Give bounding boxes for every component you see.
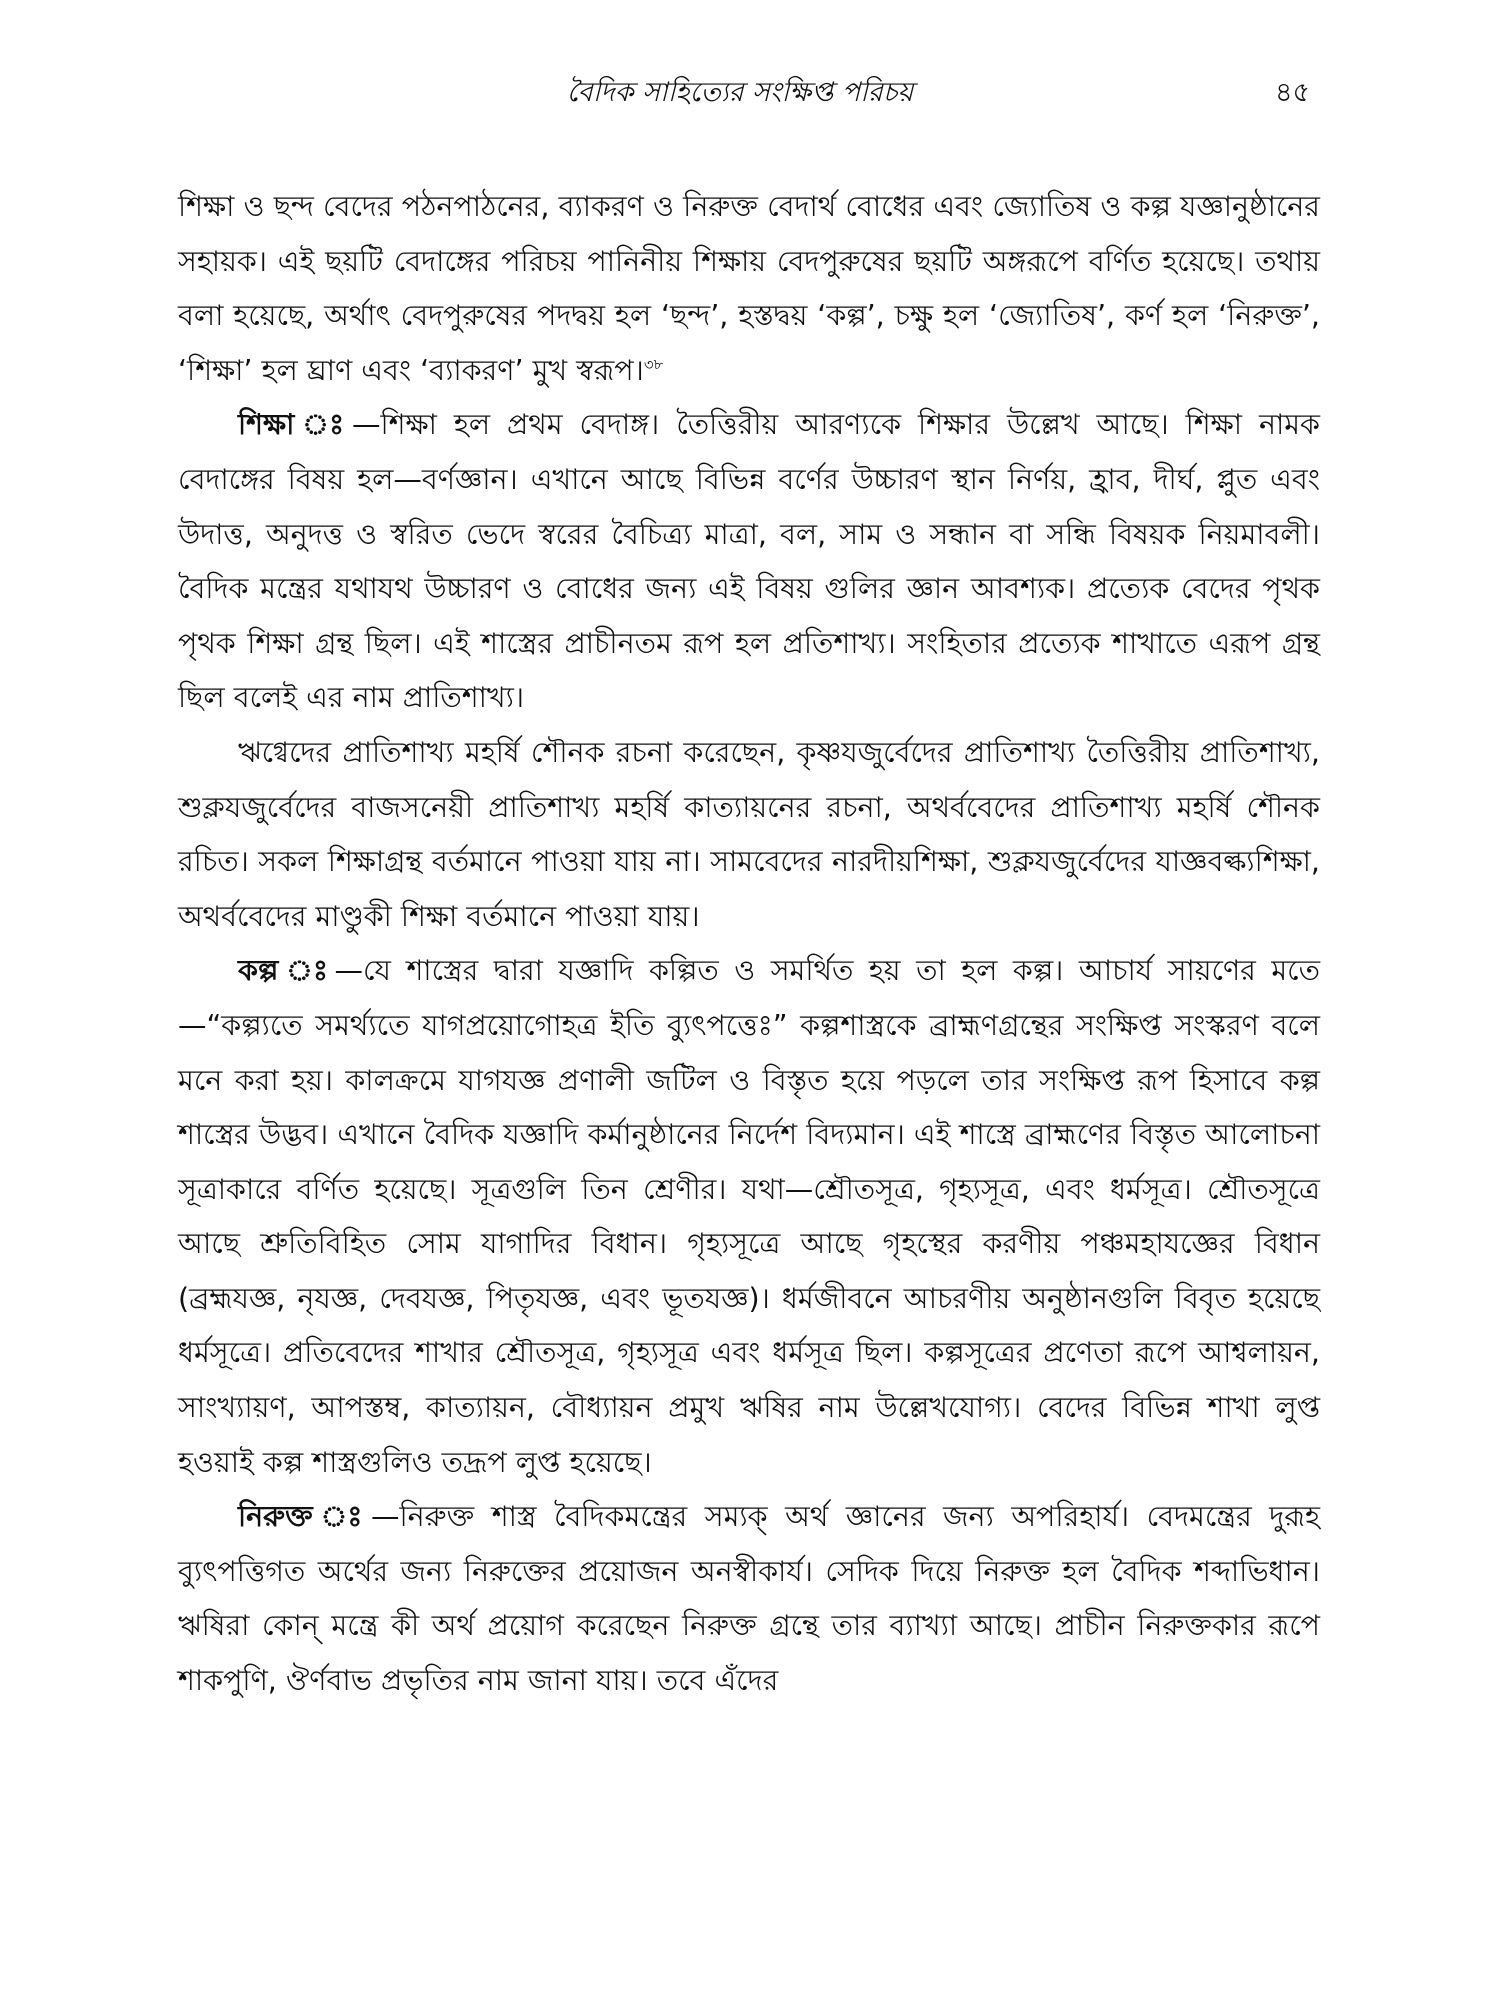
- paragraph-text: শিক্ষা ও ছন্দ বেদের পঠনপাঠনের, ব্যাকরণ ও নিরুক্ত বেদার্থ বোধের এবং জ্যোতিষ ও কল্প যজ্ঞানুষ্ঠানের সহায়ক। এই ছয়টি বেদাঙ্গের পরিচয় পানিনীয় শিক্ষায় বেদপুরুষের ছয়টি অঙ্গরূপে বর্ণিত হয়েছে। তথায় বলা হয়েছে, অর্থাৎ বেদপুরুষের পদদ্বয় হল ‘ছন্দ’, হস্তদ্বয় ‘কল্প’, চক্ষু হল ‘জ্যোতিষ’, কর্ণ হল ‘নিরুক্ত’, ‘শিক্ষা’ হল ঘ্রাণ এবং ‘ব্যাকরণ’ মুখ স্বরূপ।: [178, 190, 1320, 387]
- paragraph-intro: [178, 180, 1320, 398]
- paragraph-text: —শিক্ষা হল প্রথম বেদাঙ্গ। তৈত্তিরীয় আরণ্যকে শিক্ষার উল্লেখ আছে। শিক্ষা নামক বেদাঙ্গের বিষয় হল—বর্ণজ্ঞান। এখানে আছে বিভিন্ন বর্ণের উচ্চারণ স্থান নির্ণয়, হ্রাব, দীর্ঘ, প্লুত এবং উদাত্ত, অনুদত্ত ও স্বরিত ভেদে স্বরের বৈচিত্র্য মাত্রা, বল, সাম ও সন্ধান বা সন্ধি বিষয়ক নিয়মাবলী। বৈদিক মন্ত্রের যথাযথ উচ্চারণ ও বোধের জন্য এই বিষয় গুলির জ্ঞান আবশ্যক। প্রত্যেক বেদের পৃথক পৃথক শিক্ষা গ্রন্থ ছিল। এই শাস্ত্রের প্রাচীনতম রূপ হল প্রতিশাখ্য। সংহিতার প্রত্যেক শাখাতে এরূপ গ্রন্থ ছিল বলেই এর নাম প্রাতিশাখ্য।: [178, 408, 1320, 715]
- section-term-kalpa: কল্প ঃ: [238, 954, 335, 988]
- body-text: [178, 180, 1320, 1709]
- page-number: ৪৫: [1274, 77, 1310, 108]
- running-header: [170, 72, 1310, 132]
- section-term-nirukta: নিরুক্ত ঃ: [238, 1500, 371, 1534]
- paragraph-nirukta: [178, 1490, 1320, 1708]
- paragraph-text: ঋগ্বেদের প্রাতিশাখ্য মহর্ষি শৌনক রচনা করেছেন, কৃষ্ণযজুর্বেদের প্রাতিশাখ্য তৈত্তিরীয় প্রাতিশাখ্য, শুক্লযজুর্বেদের বাজসনেয়ী প্রাতিশাখ্য মহর্ষি কাত্যায়নের রচনা, অথর্ববেদের প্রাতিশাখ্য মহর্ষি শৌনক রচিত। সকল শিক্ষাগ্রন্থ বর্তমানে পাওয়া যায় না। সামবেদের নারদীয়শিক্ষা, শুক্লযজুর্বেদের যাজ্ঞবল্ক্যশিক্ষা, অথর্ববেদের মাণ্ডুকী শিক্ষা বর্তমানে পাওয়া যায়।: [178, 735, 1320, 933]
- paragraph-shiksha: [178, 398, 1320, 726]
- footnote-marker: ৩৮: [643, 355, 664, 374]
- paragraph-text: —যে শাস্ত্রের দ্বারা যজ্ঞাদি কল্পিত ও সমর্থিত হয় তা হল কল্প। আচার্য সায়ণের মতে—“কল্প্যতে সমর্থ্যতে যাগপ্রয়োগোহত্র ইতি ব্যুৎপত্তেঃ” কল্পশাস্ত্রকে ব্রাহ্মণগ্রন্থের সংক্ষিপ্ত সংস্করণ বলে মনে করা হয়। কালক্রমে যাগযজ্ঞ প্রণালী জটিল ও বিস্তৃত হয়ে পড়লে তার সংক্ষিপ্ত রূপ হিসাবে কল্প শাস্ত্রের উদ্ভব। এখানে বৈদিক যজ্ঞাদি কর্মানুষ্ঠানের নির্দেশ বিদ্যমান। এই শাস্ত্রে ব্রাহ্মণের বিস্তৃত আলোচনা সূত্রাকারে বর্ণিত হয়েছে। সূত্রগুলি তিন শ্রেণীর। যথা—শ্রৌতসূত্র, গৃহ্যসূত্র, এবং ধর্মসূত্র। শ্রৌতসূত্রে আছে শ্রুতিবিহিত সোম যাগাদির বিধান। গৃহ্যসূত্রে আছে গৃহস্থের করণীয় পঞ্চমহাযজ্ঞের বিধান (ব্রহ্মযজ্ঞ, নৃযজ্ঞ, দেবযজ্ঞ, পিতৃযজ্ঞ, এবং ভূতযজ্ঞ)। ধর্মজীবনে আচরণীয় অনুষ্ঠানগুলি বিবৃত হয়েছে ধর্মসূত্রে। প্রতিবেদের শাখার শ্রৌতসূত্র, গৃহ্যসূত্র এবং ধর্মসূত্র ছিল। কল্পসূত্রের প্রণেতা রূপে আশ্বলায়ন, সাংখ্যায়ণ, আপস্তম্ব, কাত্যায়ন, বৌধ্যায়ন প্রমুখ ঋষির নাম উল্লেখযোগ্য। বেদের বিভিন্ন শাখা লুপ্ত হওয়াই কল্প শাস্ত্রগুলিও তদ্রূপ লুপ্ত হয়েছে।: [178, 954, 1320, 1479]
- paragraph-kalpa: [178, 944, 1320, 1490]
- paragraph-text: —নিরুক্ত শাস্ত্র বৈদিকমন্ত্রের সম্যক্ অর্থ জ্ঞানের জন্য অপরিহার্য। বেদমন্ত্রের দুরূহ ব্যুৎপত্তিগত অর্থের জন্য নিরুক্তের প্রয়োজন অনস্বীকার্য। সেদিক দিয়ে নিরুক্ত হল বৈদিক শব্দাভিধান। ঋষিরা কোন্ মন্ত্রে কী অর্থ প্রয়োগ করেছেন নিরুক্ত গ্রন্থে তার ব্যাখ্যা আছে। প্রাচীন নিরুক্তকার রূপে শাকপুণি, ঔর্ণবাভ প্রভৃতির নাম জানা যায়। তবে এঁদের: [178, 1500, 1320, 1698]
- chapter-title: বৈদিক সাহিত্যের সংক্ষিপ্ত পরিচয়: [566, 77, 914, 108]
- paragraph-pratishakhya: [178, 726, 1320, 944]
- section-term-shiksha: শিক্ষা ঃ: [238, 408, 353, 442]
